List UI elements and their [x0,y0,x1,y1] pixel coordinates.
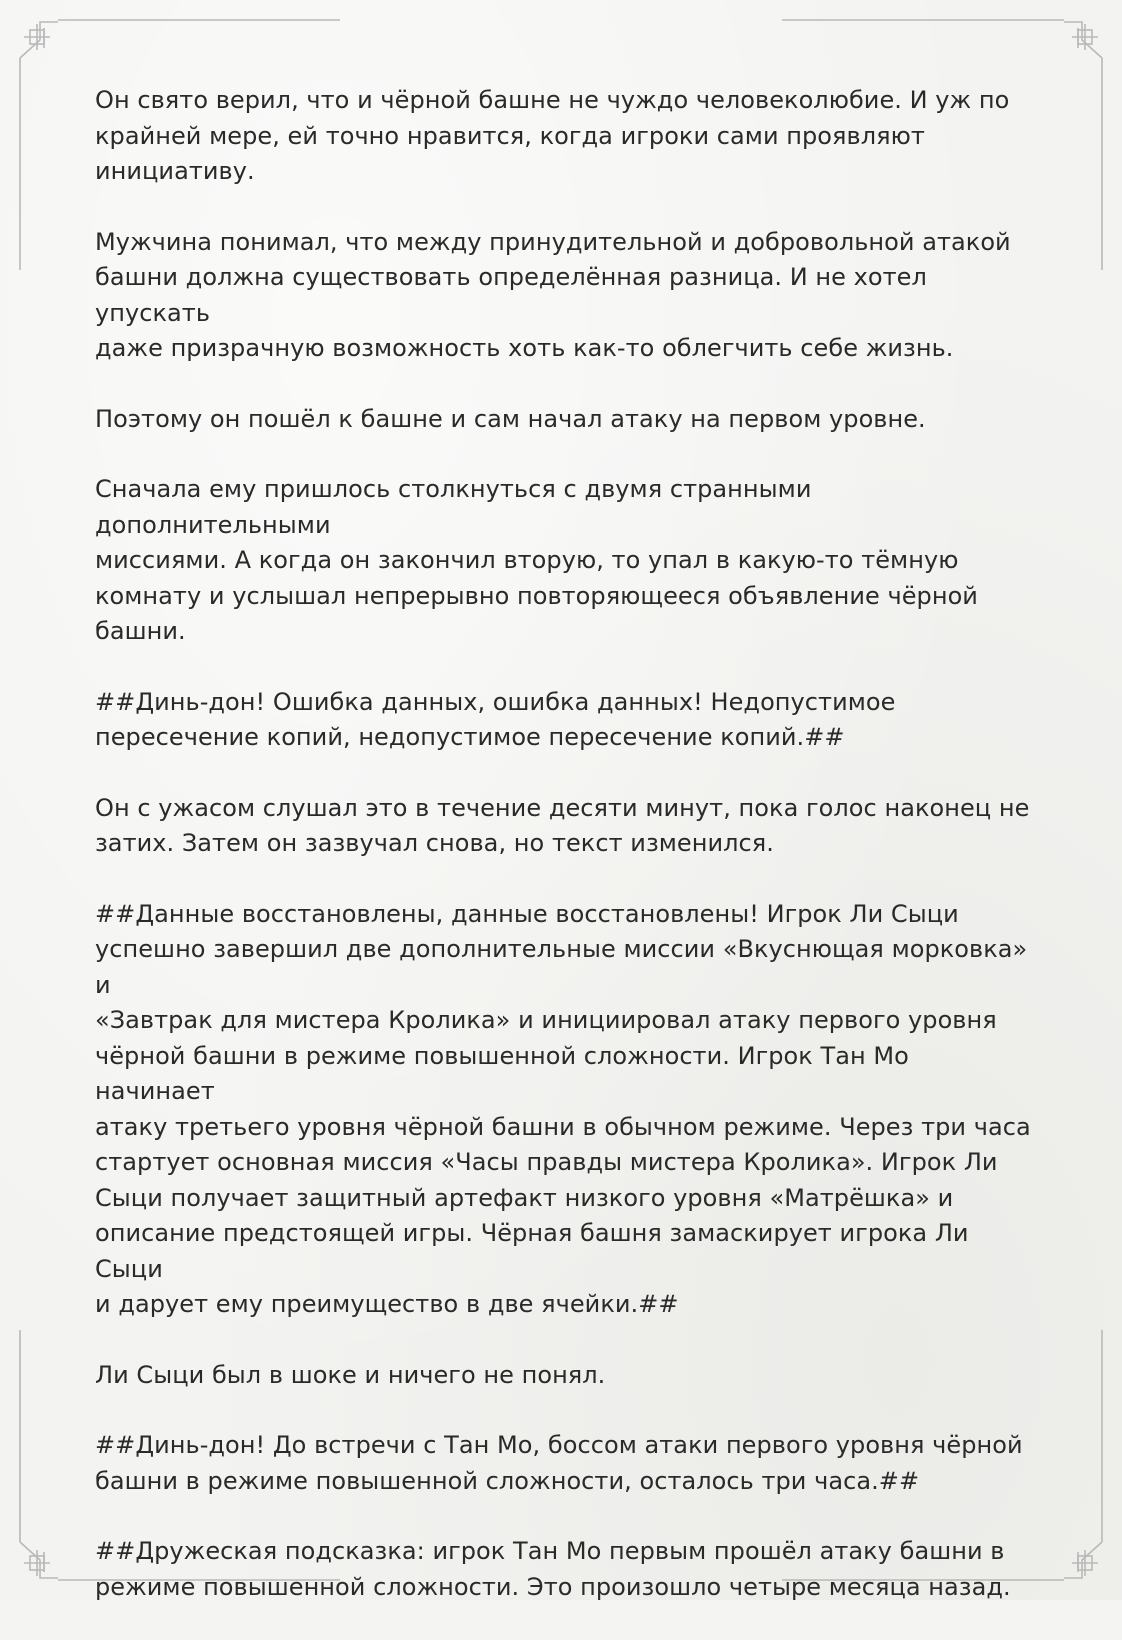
document-body [95,83,1035,1640]
paragraph: Он свято верил, что и чёрной башне не чуждо человеколюбие. И уж по крайней мере, ей точно нравится, когда игроки сами проявляют инициативу. [95,86,1010,185]
system-announcement: ##Динь-дон! До встречи с Тан Мо, боссом атаки первого уровня чёрной башни в режиме повышенной сложности, осталось три часа.## [95,1431,1023,1495]
system-announcement: ##Динь-дон! Ошибка данных, ошибка данных! Недопустимое пересечение копий, недопустимое пересечение копий.## [95,687,896,751]
system-announcement: ##Данные восстановлены, данные восстановлены! Игрок Ли Сыци успешно завершил две дополнительные миссии «Вкуснющая морковка» и «Завтрак для мистера Кролика» и инициировал атаку первого уровня чёрной башни в режиме повышенной сложности. Игрок Тан Мо начинает атаку третьего уровня чёрной башни в обычном режиме. Через три часа стартует основная миссия «Часы правды мистера Кролика». Игрок Ли Сыци получает защитный артефакт низкого уровня «Матрёшка» и описание предстоящей игры. Чёрная башня замаскирует игрока Ли Сыци и дарует ему преимущество в две ячейки.## [95,899,1031,1318]
paragraph: Ли Сыци был в шоке и ничего не понял. [95,1360,606,1389]
paragraph: Сначала ему пришлось столкнуться с двумя странными дополнительными миссиями. А когда он закончил вторую, то упал в какую-то тёмную комнату и услышал непрерывно повторяющееся объявление чёрной башни. [95,475,978,645]
paragraph: Он с ужасом слушал это в течение десяти минут, пока голос наконец не затих. Затем он зазвучал снова, но текст изменился. [95,793,1030,857]
paragraph: Поэтому он пошёл к башне и сам начал атаку на первом уровне. [95,404,926,433]
system-announcement: ##Дружеская подсказка: игрок Тан Мо первым прошёл атаку башни в режиме повышенной сложности. Это произошло четыре месяца назад. [95,1537,1011,1601]
paragraph: Мужчина понимал, что между принудительной и добровольной атакой башни должна существовать определённая разница. И не хотел упускать даже призрачную возможность хоть как-то облегчить себе жизнь. [95,227,1011,362]
